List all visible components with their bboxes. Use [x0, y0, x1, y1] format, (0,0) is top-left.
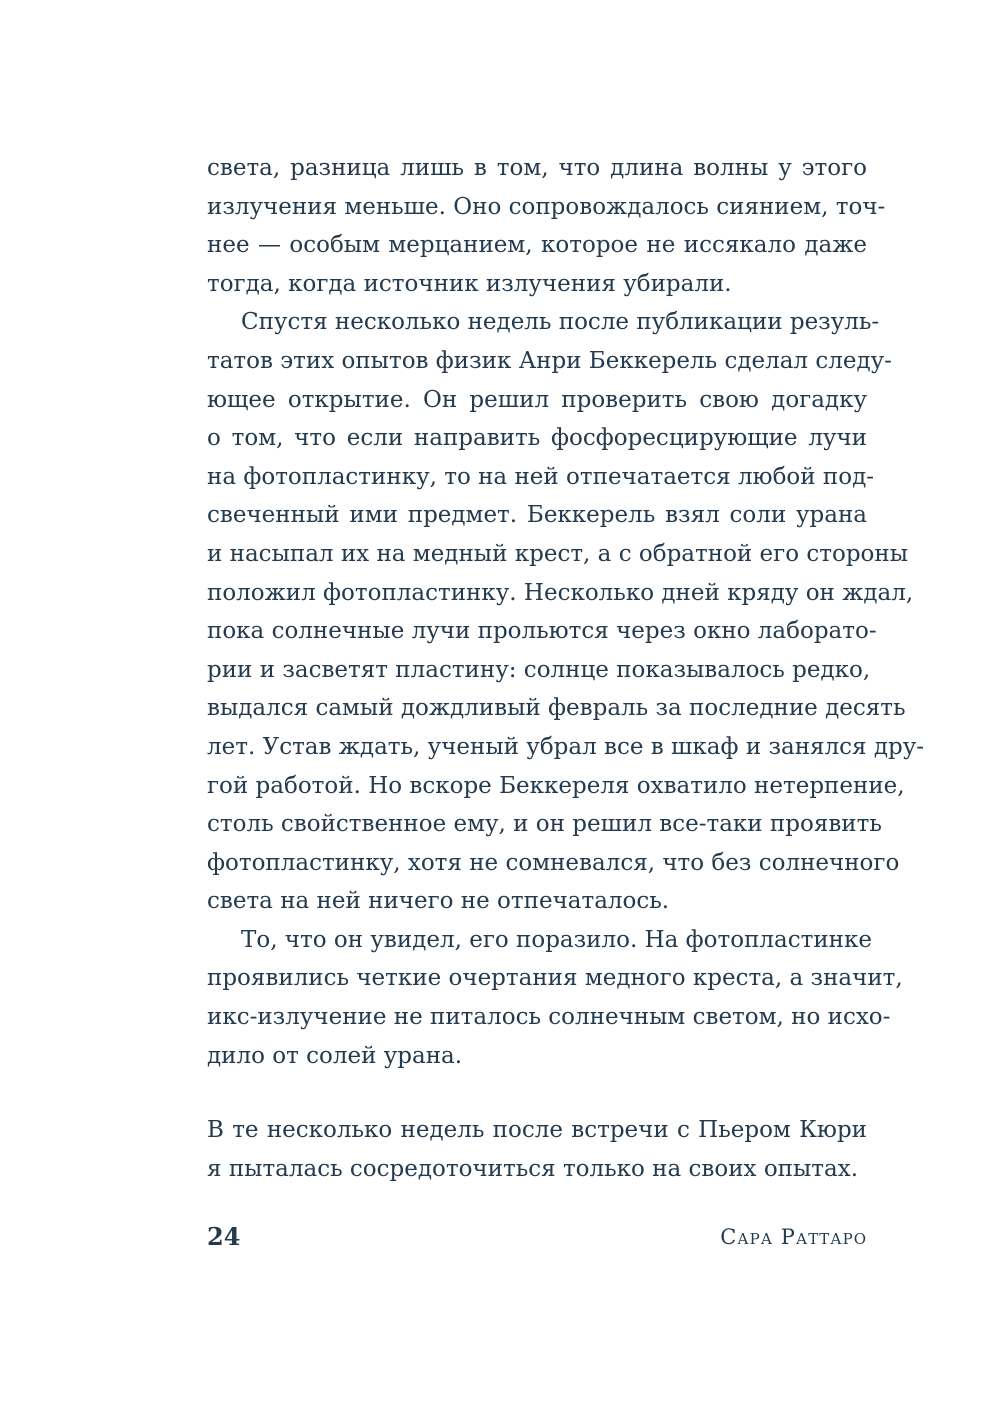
text-line: гой работой. Но вскоре Беккереля охватило нетерпение, [207, 772, 905, 799]
text-line: я пыталась сосредоточиться только на своих опытах. [207, 1155, 859, 1182]
text-line: дило от солей урана. [207, 1042, 463, 1069]
text-line: лет. Устав ждать, ученый убрал все в шкаф и занялся дру- [207, 733, 925, 760]
text-line: столь свойственное ему, и он решил все-таки проявить [207, 811, 882, 838]
paragraph-1 [207, 149, 886, 303]
text-line: фотопластинку, хотя не сомневался, что без солнечного [207, 849, 900, 876]
text-line: Спустя несколько недель после публикации резуль- [241, 309, 880, 336]
text-line: рии и засветят пластину: солнце показывалось редко, [207, 656, 871, 683]
text-line: То, что он увидел, его поразило. На фотопластинке [241, 926, 872, 953]
section-break [207, 1075, 867, 1111]
text-line: положил фотопластинку. Несколько дней кряду он ждал, [207, 579, 914, 606]
text-line: излучения меньше. Оно сопровождалось сиянием, точ- [207, 193, 886, 220]
paragraph-4 [207, 1111, 867, 1188]
text-line: икс-излучение не питалось солнечным светом, но исхо- [207, 1004, 891, 1031]
text-line: ющее открытие. Он решил проверить свою догадку [207, 386, 867, 413]
text-line: света на ней ничего не отпечаталось. [207, 888, 670, 915]
text-line: проявились четкие очертания медного креста, а значит, [207, 965, 903, 992]
running-head-author: Сара Раттаро [720, 1225, 867, 1249]
page-footer [207, 1222, 867, 1252]
text-line: о том, что если направить фосфоресцирующие лучи [207, 425, 867, 452]
text-line: нее — особым мерцанием, которое не иссякало даже [207, 232, 867, 259]
paragraph-3 [207, 921, 903, 1075]
paragraph-2 [207, 303, 925, 921]
text-line: и насыпал их на медный крест, а с обратной его стороны [207, 540, 909, 567]
text-line: тогда, когда источник излучения убирали. [207, 270, 732, 297]
text-line: свеченный ими предмет. Беккерель взял соли урана [207, 502, 867, 529]
text-line: татов этих опытов физик Анри Беккерель сделал следу- [207, 347, 892, 374]
text-line: выдался самый дождливый февраль за последние десять [207, 695, 906, 722]
page-number: 24 [207, 1222, 241, 1251]
text-line: пока солнечные лучи прольются через окно лаборато- [207, 618, 877, 645]
text-line: В те несколько недель после встречи с Пьером Кюри [207, 1117, 867, 1144]
text-line: на фотопластинку, то на ней отпечатается любой под- [207, 463, 875, 490]
body-text [207, 149, 925, 1188]
text-line: света, разница лишь в том, что длина волны у этого [207, 155, 867, 181]
